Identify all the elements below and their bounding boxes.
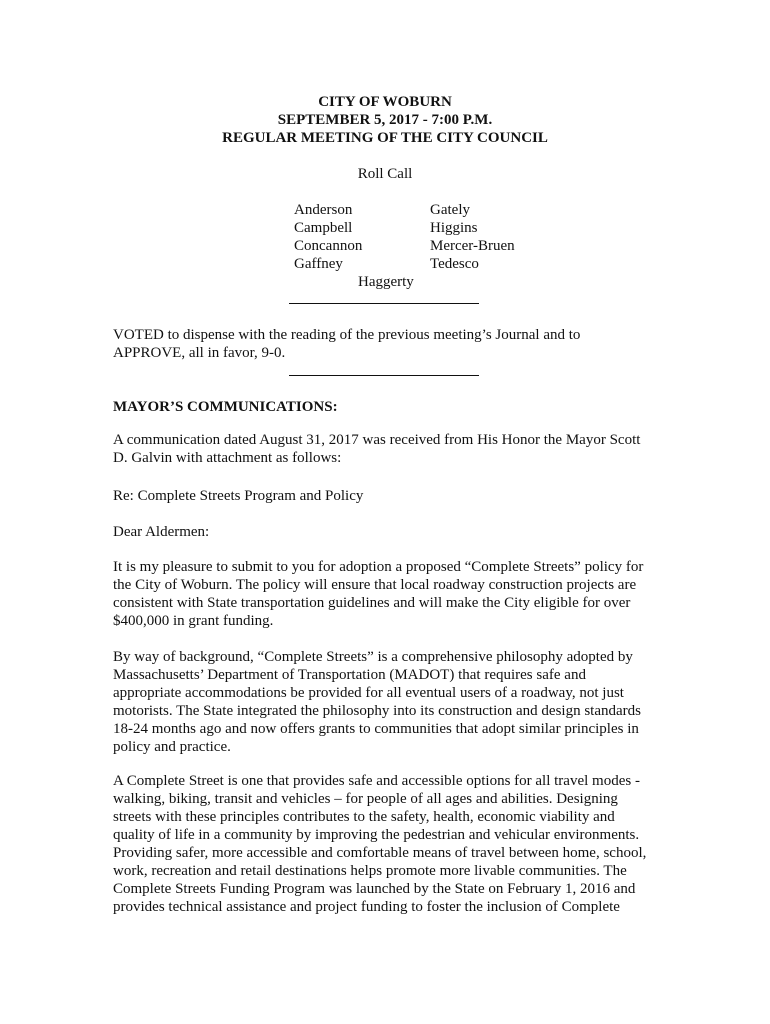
roster-right-column <box>430 201 515 273</box>
roster-name: Gaffney <box>294 256 343 272</box>
text-line: Re: Complete Streets Program and Policy <box>113 488 364 504</box>
text-line: Providing safer, more accessible and comfortable means of travel between home, school, <box>113 845 647 861</box>
text-line: walking, biking, transit and vehicles – for people of all ages and abilities. Designing <box>113 791 618 807</box>
text-line: the City of Woburn. The policy will ensure that local roadway construction projects are <box>113 577 637 593</box>
text-line: D. Galvin with attachment as follows: <box>113 450 342 466</box>
body-paragraph-3 <box>113 772 658 916</box>
text-line: $400,000 in grant funding. <box>113 613 274 629</box>
text-line: work, recreation and retail destinations helps promote more livable communities. The <box>113 863 627 879</box>
roster-name: Campbell <box>294 220 353 236</box>
roster-name: Concannon <box>294 238 363 254</box>
meeting-date-time: SEPTEMBER 5, 2017 - 7:00 P.M. <box>277 112 493 128</box>
body-paragraph-1 <box>113 558 658 630</box>
text-line: APPROVE, all in favor, 9-0. <box>113 345 286 361</box>
body-paragraph-2 <box>113 648 658 756</box>
text-line: By way of background, “Complete Streets” is a comprehensive philosophy adopted by <box>113 649 633 665</box>
communication-paragraph <box>113 431 658 467</box>
text-line: motorists. The State integrated the philosophy into its construction and design standards <box>113 703 641 719</box>
separator-rule <box>289 375 479 376</box>
text-line: A Complete Street is one that provides safe and accessible options for all travel modes - <box>113 773 640 789</box>
text-line: quality of life in a community by improving the pedestrian and vehicular environments. <box>113 827 640 843</box>
subject-line <box>113 487 658 505</box>
section-heading: MAYOR’S COMMUNICATIONS: <box>113 399 338 415</box>
text-line: provides technical assistance and project funding to foster the inclusion of Complete <box>113 899 620 915</box>
roster-name: Tedesco <box>430 256 479 272</box>
roster-left-column <box>294 201 362 273</box>
text-line: It is my pleasure to submit to you for adoption a proposed “Complete Streets” policy for <box>113 559 644 575</box>
roster-name-center: Haggerty <box>358 274 414 290</box>
city-title: CITY OF WOBURN <box>318 94 452 110</box>
text-line: Complete Streets Funding Program was launched by the State on February 1, 2016 and <box>113 881 636 897</box>
meeting-title: REGULAR MEETING OF THE CITY COUNCIL <box>222 130 548 146</box>
roster-name: Mercer-Bruen <box>430 238 515 254</box>
text-line: Dear Aldermen: <box>113 524 210 540</box>
text-line: consistent with State transportation guidelines and will make the City eligible for over <box>113 595 631 611</box>
text-line: VOTED to dispense with the reading of the previous meeting’s Journal and to <box>113 327 581 343</box>
text-line: streets with these principles contributes to the safety, health, economic viability and <box>113 809 615 825</box>
roster-name: Anderson <box>294 202 353 218</box>
salutation <box>113 523 658 541</box>
roll-call-label: Roll Call <box>357 166 413 182</box>
roster-name: Gately <box>430 202 470 218</box>
roster-name: Higgins <box>430 220 478 236</box>
text-line: appropriate accommodations be provided for all eventual users of a roadway, not just <box>113 685 624 701</box>
voted-paragraph <box>113 326 658 362</box>
text-line: Massachusetts’ Department of Transportation (MADOT) that requires safe and <box>113 667 586 683</box>
document-header <box>0 93 770 147</box>
text-line: A communication dated August 31, 2017 was received from His Honor the Mayor Scott <box>113 432 641 448</box>
text-line: policy and practice. <box>113 739 231 755</box>
separator-rule <box>289 303 479 304</box>
text-line: 18-24 months ago and now offers grants to communities that adopt similar principles in <box>113 721 639 737</box>
